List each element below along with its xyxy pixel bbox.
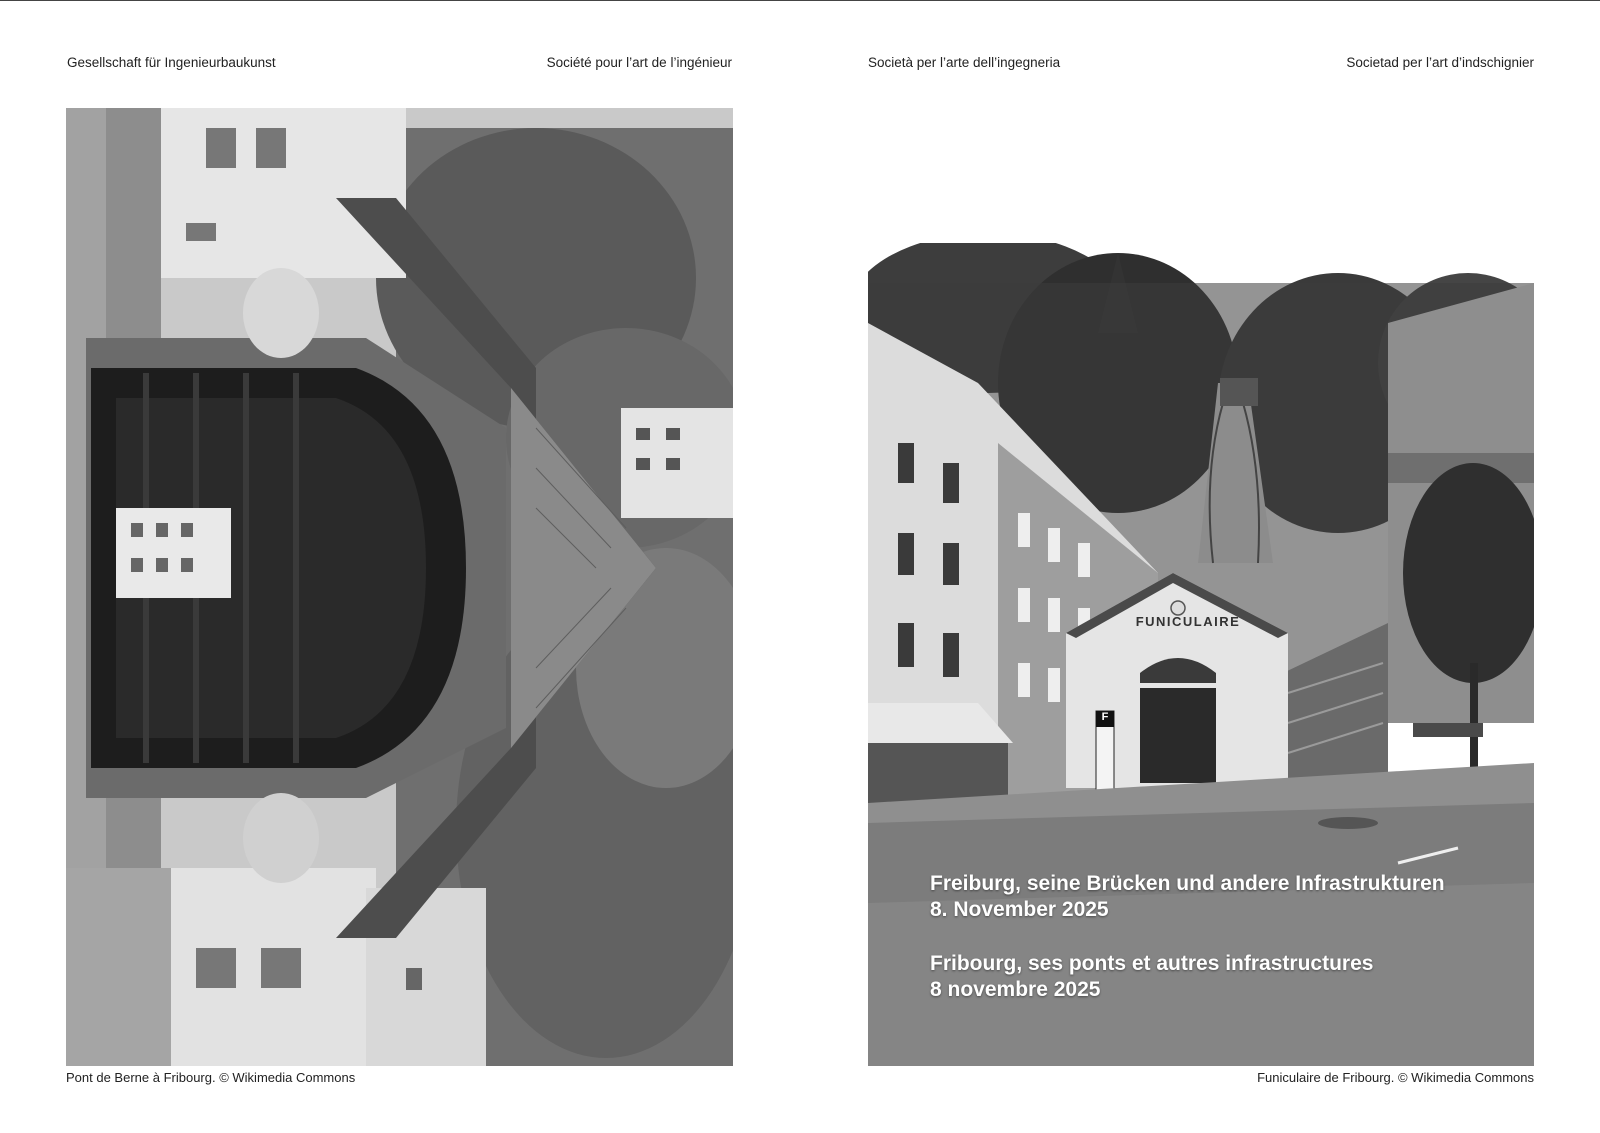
header-german: Gesellschaft für Ingenieurbaukunst [67, 55, 276, 70]
event-title-french: Fribourg, ses ponts et autres infrastructures [930, 952, 1374, 975]
left-photo-caption: Pont de Berne à Fribourg. © Wikimedia Commons [66, 1070, 356, 1085]
funicular-photo [868, 243, 1534, 1066]
header-italian: Società per l’arte dell’ingegneria [868, 55, 1061, 70]
header-romansh: Societad per l’art d’indschignier [1346, 55, 1534, 70]
funicular-stop-sign-letter: F [1101, 711, 1109, 723]
event-title-german: Freiburg, seine Brücken und andere Infrastrukturen [930, 872, 1445, 895]
event-date-german: 8. November 2025 [930, 898, 1109, 921]
right-page [800, 0, 1600, 1133]
covered-bridge-photo [66, 108, 733, 1066]
right-photo-caption: Funiculaire de Fribourg. © Wikimedia Commons [1257, 1070, 1534, 1085]
covered-bridge-illustration [66, 108, 733, 1066]
event-date-french: 8 novembre 2025 [930, 978, 1101, 1001]
funiculaire-building-sign: FUNICULAIRE [1135, 614, 1241, 629]
header-french: Société pour l’art de l’ingénieur [546, 55, 732, 70]
event-announcement [930, 871, 1445, 1003]
